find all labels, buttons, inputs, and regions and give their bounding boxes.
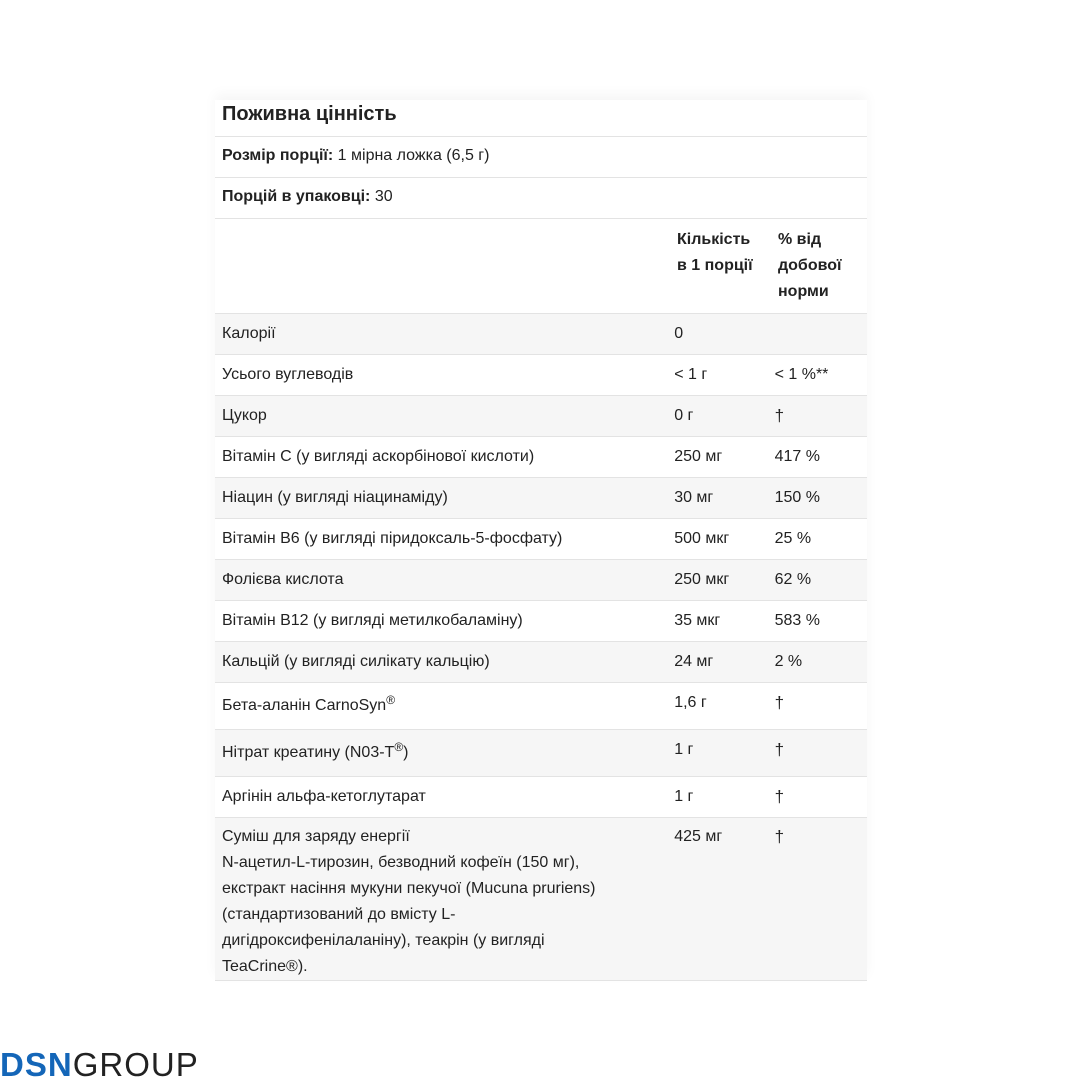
nutrient-amount: 30 мг <box>674 489 714 506</box>
table-row <box>215 355 867 396</box>
table-row <box>215 777 867 818</box>
table-row <box>215 437 867 478</box>
table-row <box>215 730 867 777</box>
nutrient-daily-value: † <box>774 827 785 846</box>
header-name-cell <box>215 219 670 313</box>
serving-size-label: Розмір порції: <box>222 147 334 164</box>
nutrient-amount: 0 г <box>674 407 694 424</box>
serving-size-value: 1 мірна ложка (6,5 г) <box>337 147 490 164</box>
nutrient-name: Кальцій (у вигляді силікату кальцію) <box>222 653 490 670</box>
header-amount-line: Кількість <box>677 231 751 248</box>
nutrient-daily-value: † <box>774 740 785 759</box>
table-row <box>215 560 867 601</box>
nutrient-daily-value <box>771 314 867 354</box>
nutrient-amount: 250 мкг <box>674 571 730 588</box>
panel-title: Поживна цінність <box>215 100 867 137</box>
nutrition-facts-panel <box>215 100 867 981</box>
nutrient-amount: 0 <box>674 325 684 342</box>
nutrient-name-line: (стандартизований до вмісту L- <box>222 906 456 923</box>
nutrient-name: Аргінін альфа-кетоглутарат <box>222 788 426 805</box>
nutrient-daily-value: 150 % <box>774 489 820 506</box>
nutrient-daily-value: 25 % <box>774 530 812 547</box>
nutrient-name: Вітамін С (у вигляді аскорбінової кислоти) <box>222 448 535 465</box>
nutrient-daily-value: 583 % <box>774 612 820 629</box>
nutrient-name-text: Нітрат креатину (N03-T <box>222 744 395 761</box>
nutrient-amount: 250 мг <box>674 448 723 465</box>
nutrient-name: Цукор <box>222 407 267 424</box>
header-dv-line: добової <box>778 257 842 274</box>
table-row <box>215 519 867 560</box>
nutrient-name <box>215 730 667 776</box>
nutrient-daily-value: † <box>774 406 785 425</box>
logo-dsn-text: DSN <box>0 1046 73 1083</box>
nutrient-daily-value: 2 % <box>774 653 803 670</box>
servings-per-container-row <box>215 178 867 219</box>
nutrient-name-suffix: ) <box>403 744 409 761</box>
nutrient-name: Фолієва кислота <box>222 571 344 588</box>
dsn-group-logo <box>0 1048 199 1082</box>
table-row <box>215 642 867 683</box>
header-amount <box>670 219 774 313</box>
header-dv-line: норми <box>778 283 829 300</box>
nutrient-amount: 500 мкг <box>674 530 730 547</box>
table-row <box>215 601 867 642</box>
nutrient-amount: 35 мкг <box>674 612 721 629</box>
nutrient-name-line: дигідроксифенілаланіну), теакрін (у вигляді <box>222 932 545 949</box>
nutrient-name-line: N-ацетил-L-тирозин, безводний кофеїн (150 мг), <box>222 854 580 871</box>
table-row <box>215 396 867 437</box>
nutrient-amount: 24 мг <box>674 653 714 670</box>
header-daily-value <box>774 219 858 313</box>
header-amount-line: в 1 порції <box>677 257 753 274</box>
nutrient-daily-value: † <box>774 693 785 712</box>
nutrient-name: Усього вуглеводів <box>222 366 354 383</box>
header-dv-line: % від <box>778 231 822 248</box>
nutrient-daily-value: 62 % <box>774 571 812 588</box>
registered-mark: ® <box>386 693 396 707</box>
nutrient-name <box>215 683 667 729</box>
serving-size-row <box>215 137 867 178</box>
nutrient-name-text: Бета-аланін CarnoSyn <box>222 697 387 714</box>
nutrient-name-line: Суміш для заряду енергії <box>222 828 410 845</box>
nutrient-rows <box>215 314 867 981</box>
nutrient-daily-value: † <box>774 787 785 806</box>
table-header <box>215 219 867 314</box>
table-row <box>215 683 867 730</box>
nutrient-amount: 425 мг <box>674 828 723 845</box>
nutrient-name: Ніацин (у вигляді ніацинаміду) <box>222 489 448 506</box>
nutrient-name: Калорії <box>222 325 276 342</box>
nutrient-amount: 1 г <box>674 741 694 758</box>
nutrient-name: Вітамін В12 (у вигляді метилкобаламіну) <box>222 612 523 629</box>
table-row <box>215 314 867 355</box>
table-row <box>215 818 867 981</box>
nutrient-name: Вітамін В6 (у вигляді піридоксаль-5-фосфату) <box>222 530 563 547</box>
servings-per-container-value: 30 <box>374 188 393 205</box>
logo-group-text: GROUP <box>72 1046 199 1083</box>
nutrient-name-multiline <box>215 818 667 980</box>
nutrient-name-line: TeaCrine®). <box>222 958 308 975</box>
nutrient-name-line: екстракт насіння мукуни пекучої (Mucuna pruriens) <box>222 880 596 897</box>
nutrient-amount: 1,6 г <box>674 694 707 711</box>
servings-per-container-label: Порцій в упаковці: <box>222 188 371 205</box>
nutrient-daily-value: 417 % <box>774 448 820 465</box>
nutrient-daily-value: < 1 %** <box>774 366 829 383</box>
nutrient-amount: 1 г <box>674 788 694 805</box>
registered-mark: ® <box>394 740 404 754</box>
table-row <box>215 478 867 519</box>
nutrient-amount: < 1 г <box>674 366 708 383</box>
